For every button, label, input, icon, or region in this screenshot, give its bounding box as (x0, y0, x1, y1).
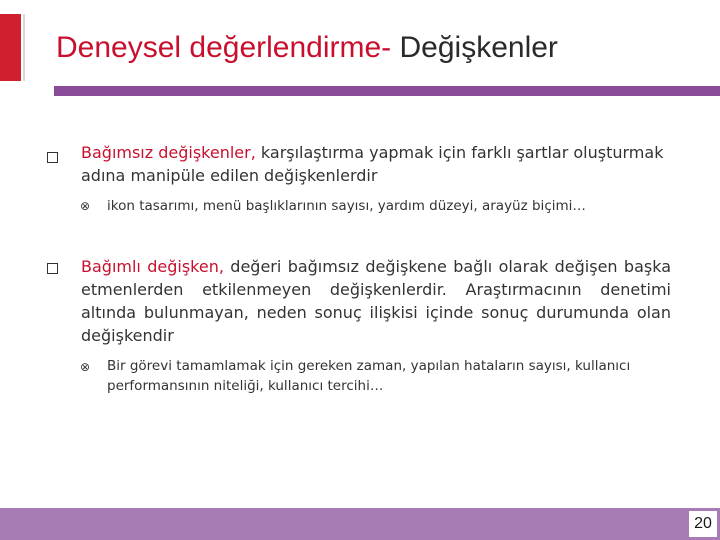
bullet-dependent-variable (81, 255, 671, 347)
slide-title (56, 28, 558, 68)
slide-title-dark: Değişkenler (391, 31, 558, 64)
bullet-term: Bağımsız değişkenler, (81, 143, 256, 162)
footer-bar (0, 508, 720, 540)
title-accent-block (0, 14, 21, 81)
slide-title-red: Deneysel değerlendirme- (56, 31, 392, 64)
circled-cross-bullet-icon: ⊗ (80, 360, 91, 374)
sub-bullet-dependent-examples: Bir görevi tamamlamak için gereken zaman, yapılan hataların sayısı, kullanıcı performansının niteliği, kullanıcı tercihi… (107, 358, 631, 394)
square-bullet-icon (47, 263, 58, 274)
square-bullet-icon (47, 152, 58, 163)
title-underline-bar (54, 86, 720, 96)
bullet-text: karşılaştırma yapmak için farklı şartlar oluşturmak adına manipüle edilen değişkenlerdir (81, 143, 664, 185)
bullet-text: değeri bağımsız değişkene bağlı olarak değişen başka etmenlerden etkilenmeyen değişkenlerdir. Araştırmacının denetimi altında bulunmayan, neden sonuç ilişkisi içinde sonuç durumunda olan değişkendir (81, 257, 671, 345)
bullet-term: Bağımlı değişken, (81, 257, 224, 276)
title-divider (23, 14, 25, 81)
page-number: 20 (689, 511, 717, 537)
circled-cross-bullet-icon: ⊗ (80, 199, 91, 213)
bullet-independent-variables (81, 141, 671, 187)
sub-bullet-independent-examples: ikon tasarımı, menü başlıklarının sayısı, yardım düzeyi, arayüz biçimi… (107, 198, 586, 214)
